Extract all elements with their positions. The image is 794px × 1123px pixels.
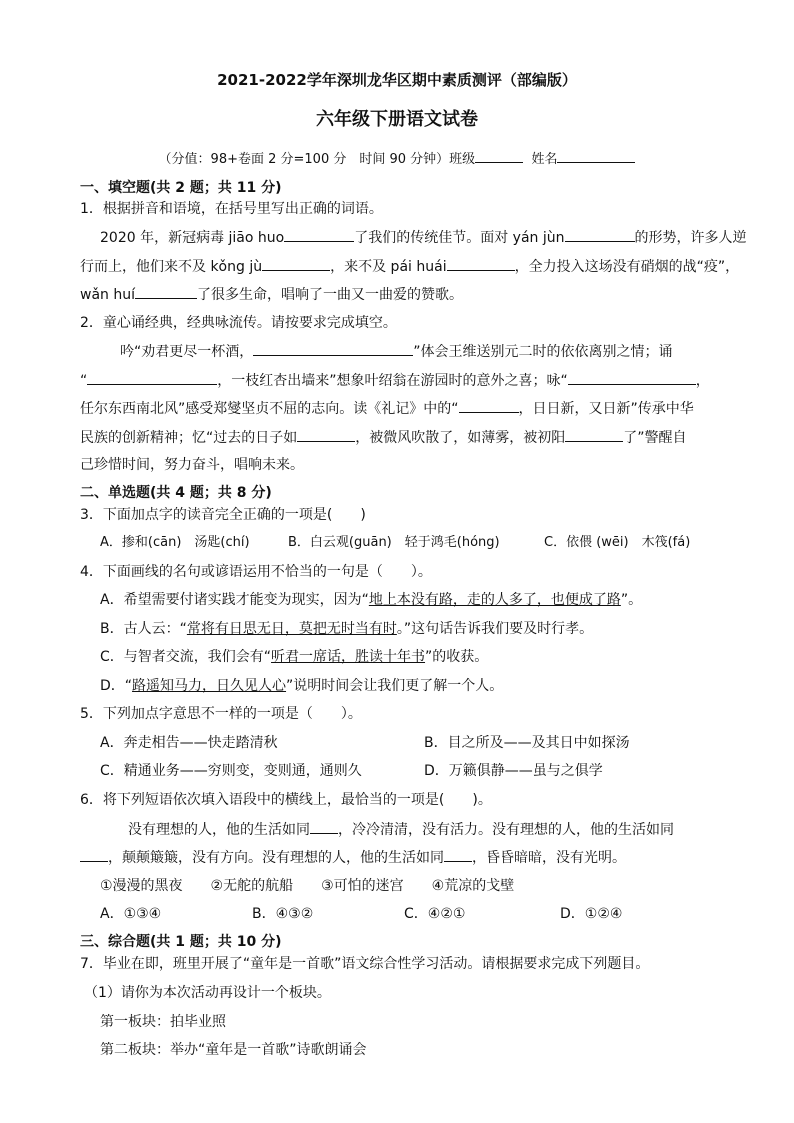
q2-stem: 2．童心诵经典，经典咏流传。请按要求完成填空。	[80, 315, 397, 331]
section1-heading: 一、填空题(共 2 题；共 11 分)	[80, 180, 282, 196]
q1-text: 2020 年，新冠病毒 jiāo huo	[100, 230, 285, 246]
q2-text: ，被微风吹散了，如薄雾，被初阳	[355, 430, 566, 446]
q6-option-d[interactable]: D．①②④	[560, 906, 623, 922]
q6-text: ，冷冷清清，没有活力。没有理想的人，他的生活如同	[338, 822, 674, 838]
q1-blank-jiaohuo[interactable]	[284, 227, 354, 242]
q4-option-c[interactable]	[100, 647, 794, 667]
q5-option-b[interactable]: B．目之所及——及其日中如探汤	[424, 735, 630, 751]
q1-line1	[100, 227, 794, 248]
q5-stem: 5．下列加点字意思不一样的一项是（ ）。	[80, 706, 362, 722]
q5-option-a[interactable]: A．奔走相告——快走踏清秋	[100, 735, 278, 751]
q1-blank-yanjun[interactable]	[565, 227, 635, 242]
q1-text: ，全力投入这场没有硝烟的战“疫”，	[514, 259, 740, 275]
meta-info: （分值：98+卷面 2 分=100 分 时间 90 分钟）班级	[158, 152, 476, 167]
q7-part1: 第一板块：拍毕业照	[100, 1014, 226, 1030]
q3-option-b[interactable]: B．白云观(guān) 轻于鸿毛(hóng)	[288, 535, 500, 550]
q2-blank-4[interactable]	[459, 398, 519, 413]
q7-part2: 第二板块：举办“童年是一首歌”诗歌朗诵会	[100, 1042, 367, 1058]
q4-text: ”。	[620, 592, 643, 608]
q2-blank-3[interactable]	[568, 370, 696, 385]
q6-passage-line2	[80, 847, 794, 868]
q2-text: 民族的创新精神；忆“过去的日子如	[80, 430, 298, 446]
q6-stem: 6．将下列短语依次填入语段中的横线上，最恰当的一项是( )。	[80, 792, 492, 808]
q6-phrase-list: ①漫漫的黑夜 ②无舵的航船 ③可怕的迷宫 ④荒凉的戈壁	[100, 878, 515, 894]
q4-option-d[interactable]	[100, 676, 794, 696]
exam-meta	[0, 148, 794, 170]
q3-options	[100, 533, 794, 553]
q1-stem: 1．根据拼音和语境，在括号里写出正确的词语。	[80, 201, 383, 217]
q2-line4	[80, 427, 794, 448]
q6-option-a[interactable]: A．①③④	[100, 906, 162, 922]
q4-option-b[interactable]	[100, 619, 794, 639]
q2-blank-6[interactable]	[565, 427, 623, 442]
q5-row2	[100, 761, 794, 781]
q1-text: 行而上，他们来不及 kǒng jù	[80, 259, 263, 275]
class-blank[interactable]	[475, 148, 523, 163]
q4-text: ”说明时间会让我们更了解一个人。	[286, 678, 504, 694]
q6-passage-line1	[128, 819, 794, 840]
q2-text: 任尔东西南北风”感受郑燮坚贞不屈的志向。读《礼记》中的“	[80, 401, 459, 417]
q1-blank-wanhui[interactable]	[135, 284, 197, 299]
q6-options	[100, 904, 794, 924]
q3-option-c[interactable]: C．依偎 (wēi) 木筏(fá)	[544, 535, 691, 550]
exam-title: 2021-2022学年深圳龙华区期中素质测评（部编版）	[217, 71, 577, 89]
name-label: 姓名	[531, 152, 558, 167]
q2-text: “	[80, 373, 88, 389]
q2-text: ，一枝红杏出墙来”想象叶绍翁在游园时的意外之喜；咏“	[217, 373, 568, 389]
q2-blank-1[interactable]	[253, 341, 413, 356]
section2-heading: 二、单选题(共 4 题；共 8 分)	[80, 485, 272, 501]
q2-blank-2[interactable]	[87, 370, 217, 385]
q3-stem: 3．下面加点字的读音完全正确的一项是( )	[80, 507, 366, 523]
q7-sub1: （1）请你为本次活动再设计一个板块。	[84, 985, 331, 1001]
section3-heading: 三、综合题(共 1 题；共 10 分)	[80, 934, 282, 950]
q4-text: D．“	[100, 678, 133, 694]
q4-underlined-quote: 地上本没有路，走的人多了，也便成了路	[368, 592, 621, 608]
q1-text: wǎn huí	[80, 287, 135, 303]
q6-text: ，昏昏暗暗，没有光明。	[472, 850, 626, 866]
q4-text: B．古人云：“	[100, 621, 187, 637]
q1-text: 的形势，许多人逆	[634, 230, 747, 246]
q6-text: ，颠颠簸簸，没有方向。没有理想的人，他的生活如同	[108, 850, 444, 866]
q1-text: 了我们的传统佳节。面对 yán jùn	[354, 230, 565, 246]
q2-text: 吟“劝君更尽一杯酒，	[120, 344, 254, 360]
q2-line1	[120, 341, 794, 362]
q2-line2	[80, 370, 794, 391]
q2-text: ”体会王维送别元二时的依依离别之情；诵	[413, 344, 673, 360]
q6-blank-2[interactable]	[80, 847, 108, 862]
q1-blank-paihuai[interactable]	[447, 256, 515, 271]
q5-row1	[100, 733, 794, 753]
q1-line2	[80, 256, 794, 277]
q1-line3	[80, 284, 794, 305]
q5-option-c[interactable]: C．精通业务——穷则变，变则通，通则久	[100, 763, 362, 779]
q2-text: ，日日新，又日新”传承中华	[518, 401, 694, 417]
q6-blank-3[interactable]	[444, 847, 472, 862]
q4-underlined-quote: 路遥知马力，日久见人心	[132, 678, 287, 694]
q2-line5: 己珍惜时间，努力奋斗，唱响未来。	[80, 457, 304, 473]
q6-option-c[interactable]: C．④②①	[404, 906, 466, 922]
q4-underlined-quote: 听君一席话，胜读十年书	[271, 649, 426, 665]
q6-blank-1[interactable]	[310, 819, 338, 834]
q4-option-a[interactable]	[100, 590, 794, 610]
q2-blank-5[interactable]	[297, 427, 355, 442]
q1-blank-kongju[interactable]	[262, 256, 330, 271]
q4-stem: 4．下面画线的名句或谚语运用不恰当的一句是（ ）。	[80, 564, 432, 580]
q5-option-d[interactable]: D．万籁俱静——虽与之俱学	[424, 763, 603, 779]
q2-line3	[80, 398, 794, 419]
q4-underlined-quote: 常将有日思无日，莫把无时当有时	[186, 621, 397, 637]
name-blank[interactable]	[557, 148, 635, 163]
q1-text: 了很多生命，唱响了一曲又一曲爱的赞歌。	[197, 287, 463, 303]
q4-text: A．希望需要付诸实践才能变为现实，因为“	[100, 592, 369, 608]
exam-subtitle: 六年级下册语文试卷	[316, 109, 478, 130]
q2-text: ，	[695, 373, 710, 389]
q1-text: ，来不及 pái huái	[330, 259, 447, 275]
q7-stem: 7．毕业在即，班里开展了“童年是一首歌”语文综合性学习活动。请根据要求完成下列题目。	[80, 956, 650, 972]
q3-option-a[interactable]: A．掺和(cān) 汤匙(chí)	[100, 535, 250, 550]
q6-option-b[interactable]: B．④③②	[252, 906, 314, 922]
q4-text: ”的收获。	[425, 649, 489, 665]
q4-text: C．与智者交流，我们会有“	[100, 649, 272, 665]
q6-text: 没有理想的人，他的生活如同	[128, 822, 310, 838]
q4-text: 。”这句话告诉我们要及时行孝。	[396, 621, 594, 637]
q2-text: 了”警醒自	[623, 430, 687, 446]
